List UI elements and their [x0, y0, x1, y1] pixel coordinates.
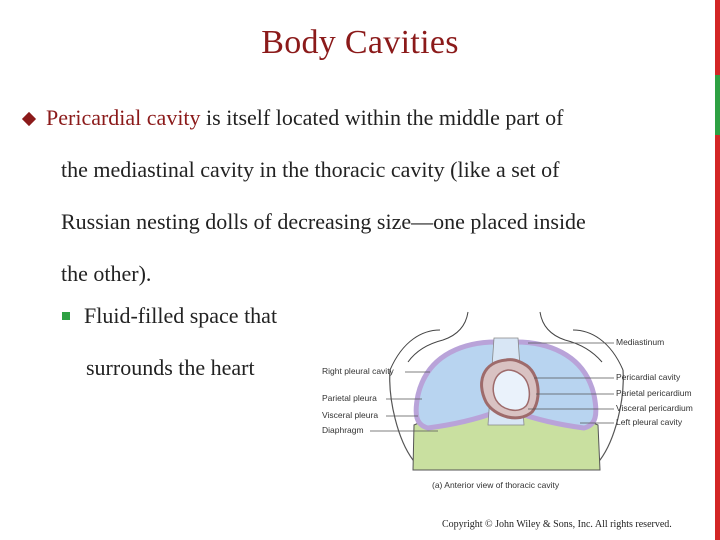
label-parietal-pleura: Parietal pleura	[322, 393, 377, 403]
copyright-notice: Copyright © John Wiley & Sons, Inc. All rights reserved.	[442, 519, 672, 530]
thoracic-cavity-diagram	[318, 300, 720, 500]
term-pericardial-cavity: Pericardial cavity	[46, 105, 201, 130]
label-diaphragm: Diaphragm	[322, 425, 364, 435]
bullet-text-1: is itself located within the middle part of	[200, 105, 564, 130]
thoracic-cavity-figure	[318, 300, 720, 500]
bullet-text-4: the other).	[61, 261, 152, 286]
label-right-pleural-cavity: Right pleural cavity	[322, 366, 394, 376]
sub-bullet	[62, 290, 332, 394]
sub-bullet-text-1: Fluid-filled space that	[84, 303, 278, 328]
sub-bullet-line-1	[62, 290, 332, 342]
label-mediastinum: Mediastinum	[616, 337, 665, 347]
bullet-text-3: Russian nesting dolls of decreasing size—one placed inside	[61, 209, 586, 234]
label-parietal-pericardium: Parietal pericardium	[616, 388, 692, 398]
diamond-bullet-icon	[22, 112, 36, 126]
sub-bullet-text-2: surrounds the heart	[86, 355, 255, 380]
slide-title: Body Cavities	[261, 24, 459, 61]
figure-caption: (a) Anterior view of thoracic cavity	[432, 480, 560, 490]
label-visceral-pericardium: Visceral pericardium	[616, 403, 693, 413]
bullet-text-2: the mediastinal cavity in the thoracic cavity (like a set of	[61, 157, 560, 182]
main-bullet	[18, 92, 690, 300]
label-pericardial-cavity: Pericardial cavity	[616, 372, 681, 382]
square-bullet-icon	[62, 312, 70, 320]
side-accent-green	[715, 75, 720, 135]
label-left-pleural-cavity: Left pleural cavity	[616, 417, 683, 427]
label-visceral-pleura: Visceral pleura	[322, 410, 379, 420]
main-bullet-line-1	[18, 92, 690, 144]
